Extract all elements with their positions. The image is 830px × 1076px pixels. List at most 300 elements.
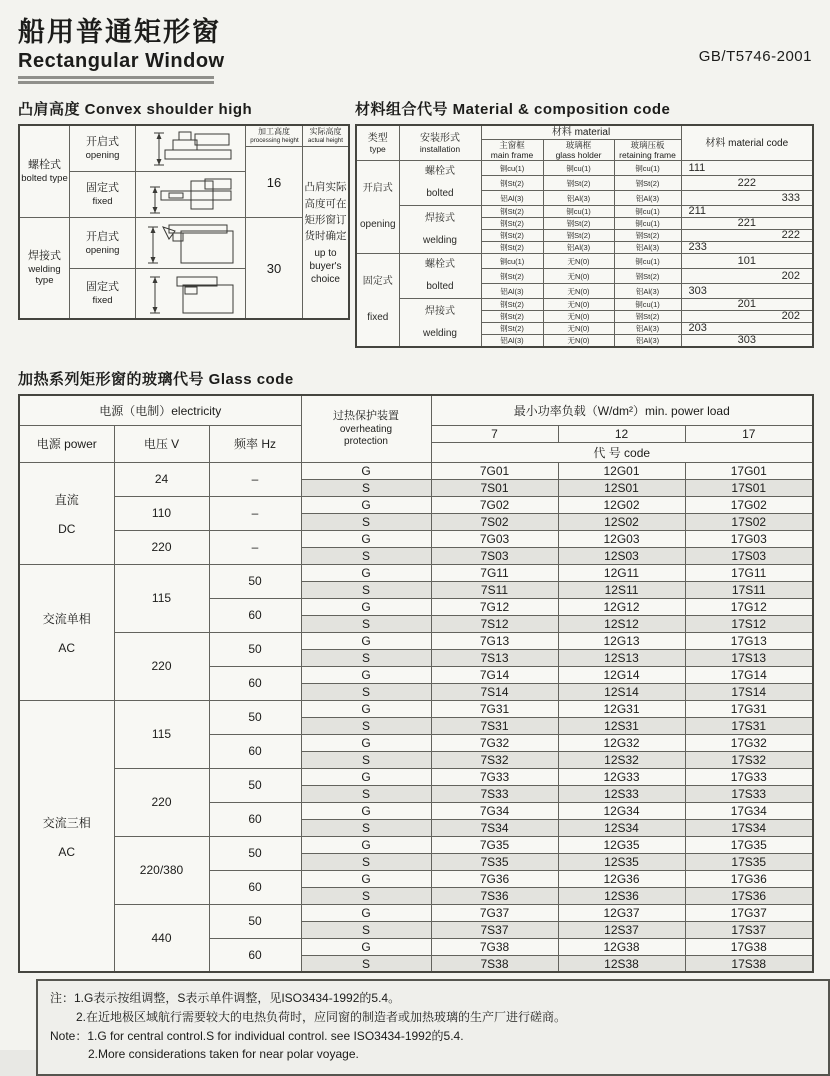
glass-frequency-cell: 60 — [209, 598, 301, 632]
glass-code-cell: 17G12 — [685, 598, 813, 615]
convex-bolted-fixed — [70, 172, 136, 218]
material-retaining-frame-cell: 铜cu(1) — [614, 218, 681, 230]
label-zh: 开启式 — [86, 230, 119, 243]
glass-code-cell: 12G13 — [558, 632, 685, 649]
glass-code-cell: 7G01 — [431, 462, 558, 479]
glass-row — [19, 564, 813, 581]
glass-code-cell: 12S14 — [558, 683, 685, 700]
glass-code-cell: 7G36 — [431, 870, 558, 887]
installation-label-zh: 螺栓式 — [425, 166, 455, 178]
section-drawing-bolted-fixed — [136, 172, 246, 218]
glass-voltage-cell: 220 — [114, 632, 209, 700]
glass-power-cell — [19, 462, 114, 564]
glass-protection-cell: S — [301, 751, 431, 768]
header-en: installation — [419, 144, 461, 155]
material-header-row-1 — [356, 125, 813, 140]
glass-code-cell: 7S12 — [431, 615, 558, 632]
convex-bolted-opening — [70, 126, 136, 172]
glass-code-cell: 12G12 — [558, 598, 685, 615]
material-row — [356, 161, 813, 176]
glass-row — [19, 530, 813, 547]
material-type-cell — [356, 161, 399, 254]
glass-protection-cell: G — [301, 530, 431, 547]
header-en: retaining frame — [619, 150, 676, 161]
glass-frequency-cell: 50 — [209, 768, 301, 802]
glass-protection-cell: S — [301, 649, 431, 666]
material-main-frame-cell: 钢St(2) — [481, 323, 543, 335]
glass-protection-cell: S — [301, 547, 431, 564]
material-header-installation — [399, 125, 481, 161]
glass-protection-cell: G — [301, 734, 431, 751]
glass-code-cell: 7S37 — [431, 921, 558, 938]
glass-row — [19, 700, 813, 717]
convex-table — [18, 124, 350, 320]
label-en: opening — [85, 150, 120, 162]
convex-header-actual-height — [303, 126, 348, 147]
glass-protection-cell: G — [301, 462, 431, 479]
material-main-frame-cell: 钢St(2) — [481, 230, 543, 242]
installation-label-en: welding — [423, 327, 457, 339]
glass-protection-cell: S — [301, 513, 431, 530]
glass-code-cell: 12S35 — [558, 853, 685, 870]
glass-code-cell: 12S03 — [558, 547, 685, 564]
glass-protection-cell: G — [301, 496, 431, 513]
material-code-cell: 111 — [681, 161, 813, 176]
glass-code-cell: 12S36 — [558, 887, 685, 904]
glass-code-cell: 17S33 — [685, 785, 813, 802]
header-en: overheating — [339, 423, 393, 435]
glass-header-frequency: 频率 Hz — [209, 425, 301, 462]
note-en: up to buyer's choice — [309, 247, 342, 285]
glass-frequency-cell: 60 — [209, 734, 301, 768]
header-zh: 玻璃框 — [565, 140, 592, 150]
material-glass-holder-cell: 无N(0) — [543, 269, 614, 284]
type-label-en: opening — [359, 219, 396, 231]
glass-voltage-cell: 115 — [114, 564, 209, 632]
glass-frequency-cell: 50 — [209, 632, 301, 666]
convex-welding-fixed — [70, 269, 136, 318]
glass-code-cell: 7S14 — [431, 683, 558, 700]
glass-header-min-power-load: 最小功率负载（W/dm²）min. power load — [431, 395, 813, 425]
header-zh: 实际高度 — [309, 127, 342, 137]
glass-code-cell: 7G14 — [431, 666, 558, 683]
convex-height-bolted: 16 — [246, 147, 303, 218]
convex-header-processing-height — [246, 126, 303, 147]
material-main-frame-cell: 铜cu(1) — [481, 161, 543, 176]
glass-protection-cell: G — [301, 802, 431, 819]
glass-code-cell: 17G03 — [685, 530, 813, 547]
material-code-cell: 211 — [681, 206, 813, 218]
glass-protection-cell: S — [301, 479, 431, 496]
power-label-zh: 交流单相 — [42, 611, 91, 626]
material-retaining-frame-cell: 铜cu(1) — [614, 206, 681, 218]
material-main-frame-cell: 钢St(2) — [481, 269, 543, 284]
convex-type-bolted-en: bolted type — [21, 173, 68, 185]
material-main-frame-cell: 铝Al(3) — [481, 191, 543, 206]
glass-code-cell: 7S32 — [431, 751, 558, 768]
power-label-en: AC — [58, 844, 76, 859]
glass-voltage-cell: 220/380 — [114, 836, 209, 904]
glass-code-cell: 7G38 — [431, 938, 558, 955]
installation-label-en: bolted — [426, 188, 454, 200]
glass-code-cell: 17G38 — [685, 938, 813, 955]
glass-code-cell: 12G35 — [558, 836, 685, 853]
power-label-zh: 直流 — [54, 492, 79, 507]
glass-code-cell: 17G36 — [685, 870, 813, 887]
glass-code-cell: 12S02 — [558, 513, 685, 530]
convex-type-welding-zh: 焊接式 — [28, 250, 61, 263]
material-header-type — [356, 125, 399, 161]
material-header-code: 材料 material code — [681, 125, 813, 161]
glass-code-cell: 17S11 — [685, 581, 813, 598]
material-retaining-frame-cell: 钢St(2) — [614, 176, 681, 191]
page-title-zh: 船用普通矩形窗 — [18, 17, 221, 47]
material-glass-holder-cell: 无N(0) — [543, 335, 614, 348]
glass-frequency-cell: – — [209, 496, 301, 530]
material-code-cell: 201 — [681, 299, 813, 311]
glass-header-electricity: 电源（电制）electricity — [19, 395, 301, 425]
material-code-cell: 303 — [681, 284, 813, 299]
glass-code-cell: 7S13 — [431, 649, 558, 666]
installation-label-zh: 焊接式 — [425, 305, 455, 317]
material-main-frame-cell: 钢St(2) — [481, 311, 543, 323]
material-main-frame-cell: 钢St(2) — [481, 242, 543, 254]
glass-code-cell: 7S01 — [431, 479, 558, 496]
glass-row — [19, 462, 813, 479]
glass-frequency-cell: – — [209, 462, 301, 496]
material-retaining-frame-cell: 钢St(2) — [614, 311, 681, 323]
glass-code-cell: 17S32 — [685, 751, 813, 768]
glass-code-cell: 17G02 — [685, 496, 813, 513]
glass-code-cell: 12G31 — [558, 700, 685, 717]
glass-code-cell: 17S03 — [685, 547, 813, 564]
glass-code-cell: 12G32 — [558, 734, 685, 751]
cross-section-drawing-icon — [139, 219, 243, 267]
glass-code-cell: 17S13 — [685, 649, 813, 666]
material-table — [355, 124, 814, 348]
glass-code-cell: 12G36 — [558, 870, 685, 887]
material-retaining-frame-cell: 铝Al(3) — [614, 284, 681, 299]
convex-type-bolted — [20, 126, 70, 218]
glass-protection-cell: G — [301, 836, 431, 853]
glass-protection-cell: G — [301, 632, 431, 649]
material-glass-holder-cell: 无N(0) — [543, 311, 614, 323]
glass-protection-cell: S — [301, 581, 431, 598]
label-zh: 开启式 — [86, 136, 119, 149]
glass-code-cell: 17S37 — [685, 921, 813, 938]
material-row — [356, 206, 813, 218]
glass-frequency-cell: 60 — [209, 938, 301, 972]
glass-code-cell: 17G11 — [685, 564, 813, 581]
glass-frequency-cell: 50 — [209, 564, 301, 598]
glass-code-cell: 12S12 — [558, 615, 685, 632]
glass-code-cell: 17G13 — [685, 632, 813, 649]
glass-code-cell: 7S02 — [431, 513, 558, 530]
glass-header-voltage: 电压 V — [114, 425, 209, 462]
glass-code-section — [0, 368, 830, 1075]
glass-row — [19, 904, 813, 921]
glass-frequency-cell: 60 — [209, 666, 301, 700]
material-glass-holder-cell: 无N(0) — [543, 254, 614, 269]
glass-protection-cell: G — [301, 904, 431, 921]
header-en: glass holder — [555, 150, 602, 161]
material-glass-holder-cell: 无N(0) — [543, 323, 614, 335]
material-code-cell: 101 — [681, 254, 813, 269]
glass-code-cell: 7G02 — [431, 496, 558, 513]
material-installation-cell — [399, 206, 481, 254]
material-glass-holder-cell: 铜cu(1) — [543, 161, 614, 176]
convex-section-title: 凸肩高度 Convex shoulder high — [18, 101, 253, 118]
glass-row — [19, 768, 813, 785]
material-header-glass-holder — [543, 140, 614, 161]
material-main-frame-cell: 铝Al(3) — [481, 284, 543, 299]
material-type-cell — [356, 254, 399, 348]
glass-code-cell: 7S11 — [431, 581, 558, 598]
note-zh-1: 注：1.G表示按组调整，S表示单件调整，见ISO3434-1992的5.4。 — [50, 991, 401, 1006]
glass-voltage-cell: 220 — [114, 768, 209, 836]
section-drawing-welding-fixed — [136, 269, 246, 318]
convex-type-bolted-zh: 螺栓式 — [28, 159, 61, 172]
material-code-cell: 221 — [681, 218, 813, 230]
material-retaining-frame-cell: 铝Al(3) — [614, 335, 681, 348]
glass-protection-cell: G — [301, 870, 431, 887]
material-row — [356, 254, 813, 269]
note-en-2: 2.More considerations taken for near polar voyage. — [88, 1047, 359, 1062]
glass-voltage-cell: 220 — [114, 530, 209, 564]
glass-code-cell: 17G32 — [685, 734, 813, 751]
type-label-en: fixed — [367, 312, 389, 324]
glass-code-cell: 12G01 — [558, 462, 685, 479]
material-retaining-frame-cell: 铜cu(1) — [614, 299, 681, 311]
header-zh: 主窗框 — [499, 140, 525, 150]
material-retaining-frame-cell: 铜cu(1) — [614, 161, 681, 176]
glass-protection-cell: G — [301, 598, 431, 615]
glass-code-cell: 17S35 — [685, 853, 813, 870]
glass-protection-cell: G — [301, 564, 431, 581]
glass-row — [19, 496, 813, 513]
label-en: fixed — [92, 295, 113, 307]
header-en: actual height — [307, 137, 344, 144]
note-en-1: Note：1.G for central control.S for individual control. see ISO3434-1992的5.4. — [50, 1028, 464, 1043]
material-glass-holder-cell: 无N(0) — [543, 284, 614, 299]
label-en: fixed — [92, 196, 113, 208]
glass-table-head — [19, 395, 813, 462]
glass-protection-cell: S — [301, 717, 431, 734]
glass-code-cell: 17S34 — [685, 819, 813, 836]
glass-frequency-cell: 60 — [209, 802, 301, 836]
glass-code-cell: 17S12 — [685, 615, 813, 632]
note-zh-2: 2.在近地极区域航行需要较大的电热负荷时，应同窗的制造者或加热玻璃的生产厂进行磋商。 — [76, 1009, 567, 1024]
glass-protection-cell: S — [301, 785, 431, 802]
header-zh: 加工高度 — [258, 127, 290, 137]
glass-code-cell: 12S31 — [558, 717, 685, 734]
glass-code-cell: 17S02 — [685, 513, 813, 530]
standard-code: GB/T5746-2001 — [698, 48, 812, 65]
glass-protection-cell: S — [301, 955, 431, 972]
material-retaining-frame-cell: 钢St(2) — [614, 269, 681, 284]
glass-voltage-cell: 440 — [114, 904, 209, 972]
glass-code-cell: 12S32 — [558, 751, 685, 768]
material-main-frame-cell: 铝Al(3) — [481, 335, 543, 348]
material-row — [356, 299, 813, 311]
installation-label-en: welding — [423, 234, 457, 246]
material-glass-holder-cell: 钢St(2) — [543, 176, 614, 191]
glass-frequency-cell: 50 — [209, 904, 301, 938]
installation-label-en: bolted — [426, 281, 454, 293]
convex-type-welding — [20, 218, 70, 318]
glass-power-cell — [19, 564, 114, 700]
material-glass-holder-cell: 铝Al(3) — [543, 191, 614, 206]
material-retaining-frame-cell: 铜cu(1) — [614, 254, 681, 269]
convex-welding-opening — [70, 218, 136, 269]
glass-code-cell: 12G33 — [558, 768, 685, 785]
glass-header-code: 代 号 code — [431, 442, 813, 462]
header-en: main frame — [490, 150, 534, 161]
material-retaining-frame-cell: 铝Al(3) — [614, 242, 681, 254]
convex-section — [18, 98, 350, 320]
section-drawing-welding-opening — [136, 218, 246, 269]
glass-protection-cell: S — [301, 853, 431, 870]
material-main-frame-cell: 钢St(2) — [481, 299, 543, 311]
glass-code-cell: 12G02 — [558, 496, 685, 513]
glass-protection-cell: S — [301, 921, 431, 938]
header-zh: 玻璃压板 — [630, 140, 665, 150]
cross-section-drawing-icon — [139, 173, 243, 217]
notes-box — [36, 979, 830, 1075]
header-en: type — [369, 144, 386, 155]
cross-section-drawing-icon — [139, 128, 243, 170]
glass-protection-cell: S — [301, 683, 431, 700]
glass-code-cell: 12G14 — [558, 666, 685, 683]
material-code-cell: 203 — [681, 323, 813, 335]
material-main-frame-cell: 钢St(2) — [481, 218, 543, 230]
material-code-cell: 333 — [681, 191, 813, 206]
power-label-zh: 交流三相 — [42, 815, 91, 830]
header-zh: 安装形式 — [420, 133, 460, 145]
material-header-retaining-frame — [614, 140, 681, 161]
material-main-frame-cell: 铜cu(1) — [481, 254, 543, 269]
glass-code-cell: 12S11 — [558, 581, 685, 598]
label-zh: 固定式 — [86, 281, 119, 294]
glass-code-cell: 7S33 — [431, 785, 558, 802]
material-glass-holder-cell: 无N(0) — [543, 299, 614, 311]
glass-code-cell: 7G34 — [431, 802, 558, 819]
glass-code-cell: 17G37 — [685, 904, 813, 921]
type-label-zh: 开启式 — [362, 183, 393, 195]
glass-code-table — [18, 394, 814, 973]
glass-code-cell: 7S34 — [431, 819, 558, 836]
glass-code-cell: 7G32 — [431, 734, 558, 751]
material-section — [355, 98, 812, 348]
top-section-row — [0, 98, 830, 348]
glass-code-cell: 17G35 — [685, 836, 813, 853]
glass-header-load-7: 7 — [431, 425, 558, 442]
material-code-cell: 202 — [681, 311, 813, 323]
header-en: protection — [344, 436, 388, 448]
glass-protection-cell: G — [301, 666, 431, 683]
glass-voltage-cell: 115 — [114, 700, 209, 768]
material-code-cell: 222 — [681, 230, 813, 242]
glass-code-cell: 12G11 — [558, 564, 685, 581]
glass-table-body — [19, 462, 813, 972]
glass-code-cell: 12G03 — [558, 530, 685, 547]
material-retaining-frame-cell: 铝Al(3) — [614, 191, 681, 206]
material-main-frame-cell: 钢St(2) — [481, 206, 543, 218]
glass-header-row-1 — [19, 395, 813, 425]
material-glass-holder-cell: 铜cu(1) — [543, 206, 614, 218]
material-glass-holder-cell: 铝Al(3) — [543, 242, 614, 254]
glass-code-cell: 12S34 — [558, 819, 685, 836]
glass-code-cell: 12G34 — [558, 802, 685, 819]
glass-code-cell: 17S36 — [685, 887, 813, 904]
glass-header-load-12: 12 — [558, 425, 685, 442]
header-zh: 类型 — [367, 133, 388, 145]
glass-code-cell: 7S38 — [431, 955, 558, 972]
glass-code-cell: 7S36 — [431, 887, 558, 904]
glass-protection-cell: G — [301, 938, 431, 955]
cross-section-drawing-icon — [139, 271, 243, 317]
glass-code-cell: 17S01 — [685, 479, 813, 496]
glass-code-cell: 17S14 — [685, 683, 813, 700]
installation-label-zh: 螺栓式 — [425, 259, 455, 271]
material-installation-cell — [399, 161, 481, 206]
glass-voltage-cell: 110 — [114, 496, 209, 530]
type-label-zh: 固定式 — [362, 276, 393, 288]
note-zh: 凸肩实际高度可在矩形窗订货时确定 — [304, 181, 347, 243]
glass-code-cell: 17G01 — [685, 462, 813, 479]
page-title-en: Rectangular Window — [18, 50, 225, 72]
glass-row — [19, 836, 813, 853]
material-glass-holder-cell: 钢St(2) — [543, 230, 614, 242]
glass-code-cell: 12G38 — [558, 938, 685, 955]
glass-code-cell: 12S13 — [558, 649, 685, 666]
installation-label-zh: 焊接式 — [425, 212, 455, 224]
material-main-frame-cell: 钢St(2) — [481, 176, 543, 191]
glass-header-load-17: 17 — [685, 425, 813, 442]
material-installation-cell — [399, 254, 481, 299]
glass-power-cell — [19, 700, 114, 972]
section-drawing-bolted-opening — [136, 126, 246, 172]
convex-type-welding-en: welding type — [28, 264, 61, 287]
glass-code-cell: 7G13 — [431, 632, 558, 649]
glass-header-power: 电源 power — [19, 425, 114, 462]
material-glass-holder-cell: 钢St(2) — [543, 218, 614, 230]
glass-row — [19, 632, 813, 649]
glass-code-cell: 17G34 — [685, 802, 813, 819]
glass-code-cell: 7S03 — [431, 547, 558, 564]
material-retaining-frame-cell: 钢St(2) — [614, 230, 681, 242]
header-zh: 过热保护装置 — [333, 409, 399, 422]
convex-height-welding: 30 — [246, 218, 303, 318]
glass-protection-cell: S — [301, 887, 431, 904]
glass-code-cell: 17G31 — [685, 700, 813, 717]
glass-protection-cell: S — [301, 819, 431, 836]
glass-code-cell: 7G03 — [431, 530, 558, 547]
material-code-cell: 233 — [681, 242, 813, 254]
glass-code-cell: 12S37 — [558, 921, 685, 938]
material-code-cell: 202 — [681, 269, 813, 284]
glass-code-cell: 12G37 — [558, 904, 685, 921]
glass-protection-cell: S — [301, 615, 431, 632]
material-retaining-frame-cell: 铝Al(3) — [614, 323, 681, 335]
glass-code-cell: 7G37 — [431, 904, 558, 921]
glass-code-cell: 7S31 — [431, 717, 558, 734]
title-underline — [18, 76, 214, 84]
glass-code-cell: 7G33 — [431, 768, 558, 785]
glass-code-cell: 7G12 — [431, 598, 558, 615]
convex-actual-note — [303, 147, 348, 318]
glass-section-title: 加热系列矩形窗的玻璃代号 Glass code — [18, 371, 294, 389]
